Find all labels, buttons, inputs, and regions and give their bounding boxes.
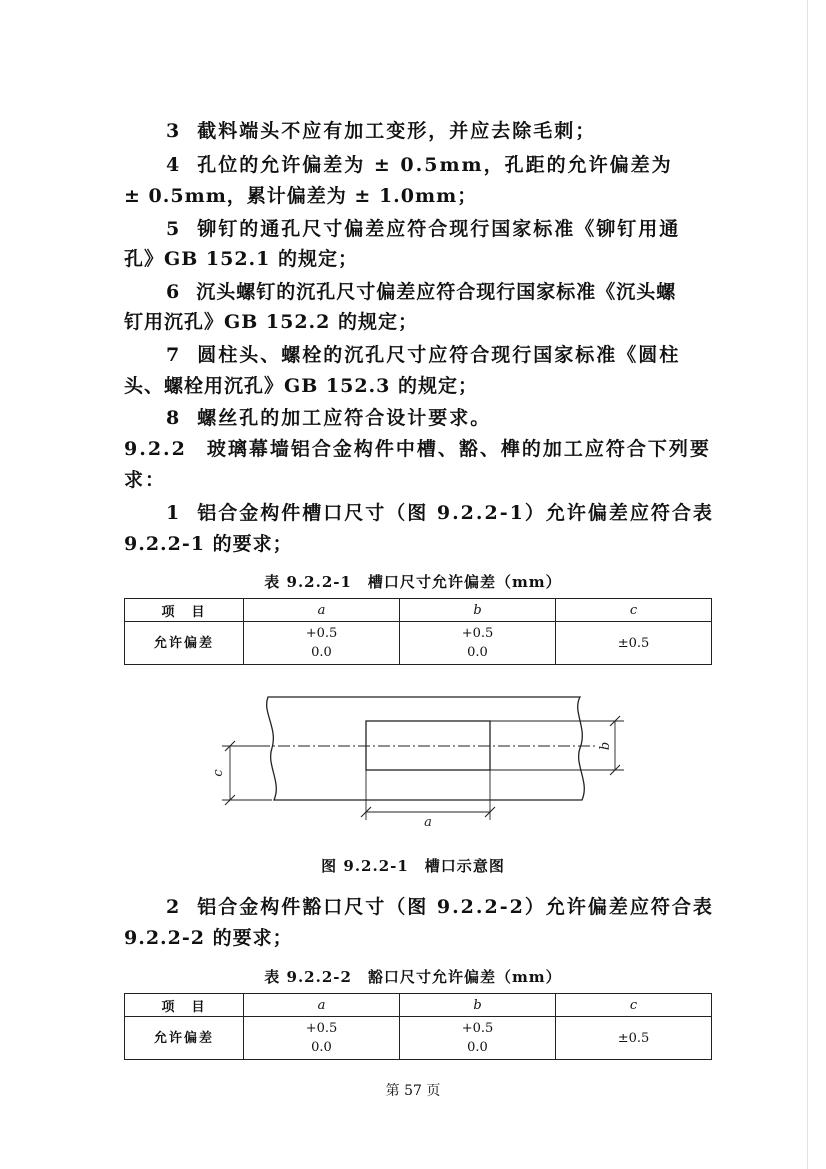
clause-text: 铆钉的通孔尺寸偏差应符合现行国家标准《铆钉用通 xyxy=(197,218,681,240)
value-a-lower: 0.0 xyxy=(311,1040,332,1055)
value-b xyxy=(400,1017,556,1060)
clause-5-continuation: 孔》GB 152.1 的规定； xyxy=(124,248,359,270)
clause-text: 截料端头不应有加工变形，并应去除毛刺； xyxy=(197,120,597,142)
dimension-b-label: b xyxy=(598,741,613,751)
clause-text: 螺丝孔的加工应符合设计要求。 xyxy=(197,407,492,429)
clause-7-continuation: 头、螺栓用沉孔》GB 152.3 的规定； xyxy=(124,375,479,397)
value-c: ±0.5 xyxy=(556,1017,712,1060)
dimension-c-label: c xyxy=(211,769,226,777)
value-c: ±0.5 xyxy=(556,622,712,665)
section-text: 玻璃幕墙铝合金构件中槽、豁、榫的加工应符合下列要 xyxy=(206,438,711,460)
clause-6-continuation: 钉用沉孔》GB 152.2 的规定； xyxy=(124,311,419,333)
clause-number: 5 xyxy=(166,218,182,240)
page-number: 第 57 页 xyxy=(385,1083,441,1099)
clause-number: 4 xyxy=(166,154,182,176)
item-number: 1 xyxy=(166,502,182,524)
row-label: 允许偏差 xyxy=(125,1017,244,1060)
header-a: a xyxy=(244,599,400,622)
value-a xyxy=(244,1017,400,1060)
item-2 xyxy=(166,892,714,919)
header-item: 项 目 xyxy=(125,599,244,622)
figure-1-caption: 图 9.2.2-1 槽口示意图 xyxy=(321,857,505,875)
value-b-upper: +0.5 xyxy=(461,1021,494,1036)
value-b-lower: 0.0 xyxy=(467,1040,488,1055)
item-text: 铝合金构件豁口尺寸（图 9.2.2-2）允许偏差应符合表 xyxy=(197,896,714,918)
clause-number: 8 xyxy=(166,407,182,429)
clause-text: 孔位的允许偏差为 ± 0.5mm，孔距的允许偏差为 xyxy=(197,154,673,176)
member-outline xyxy=(267,697,585,800)
table-row xyxy=(125,1017,712,1060)
value-b-lower: 0.0 xyxy=(467,645,488,660)
row-label: 允许偏差 xyxy=(125,622,244,665)
item-number: 2 xyxy=(166,896,182,918)
header-c: c xyxy=(556,599,712,622)
section-number: 9.2.2 xyxy=(124,438,187,460)
clause-number: 3 xyxy=(166,120,182,142)
header-b: b xyxy=(400,994,556,1017)
header-item: 项 目 xyxy=(125,994,244,1017)
item-1-continuation: 9.2.2-1 的要求； xyxy=(124,533,293,555)
clause-number: 7 xyxy=(166,344,182,366)
value-a-lower: 0.0 xyxy=(311,645,332,660)
slot-rectangle xyxy=(366,721,490,770)
item-text: 铝合金构件槽口尺寸（图 9.2.2-1）允许偏差应符合表 xyxy=(197,502,714,524)
table-header-row xyxy=(125,994,712,1017)
clause-text: 圆柱头、螺栓的沉孔尺寸应符合现行国家标准《圆柱 xyxy=(197,344,681,366)
clause-text: 沉头螺钉的沉孔尺寸偏差应符合现行国家标准《沉头螺 xyxy=(196,281,677,303)
dimension-a-label: a xyxy=(424,815,432,830)
clause-4-continuation: ± 0.5mm，累计偏差为 ± 1.0mm； xyxy=(124,185,478,207)
value-b-upper: +0.5 xyxy=(461,626,494,641)
section-9-2-2-continuation: 求： xyxy=(124,469,167,491)
table-2-caption: 表 9.2.2-2 豁口尺寸允许偏差（mm） xyxy=(264,968,562,986)
item-2-continuation: 9.2.2-2 的要求； xyxy=(124,927,293,949)
table-1-caption: 表 9.2.2-1 槽口尺寸允许偏差（mm） xyxy=(264,573,562,591)
header-c: c xyxy=(556,994,712,1017)
header-a: a xyxy=(244,994,400,1017)
value-a-upper: +0.5 xyxy=(305,1021,338,1036)
value-a-upper: +0.5 xyxy=(305,626,338,641)
header-b: b xyxy=(400,599,556,622)
table-9-2-2-2 xyxy=(124,993,712,1060)
clause-number: 6 xyxy=(166,281,181,303)
